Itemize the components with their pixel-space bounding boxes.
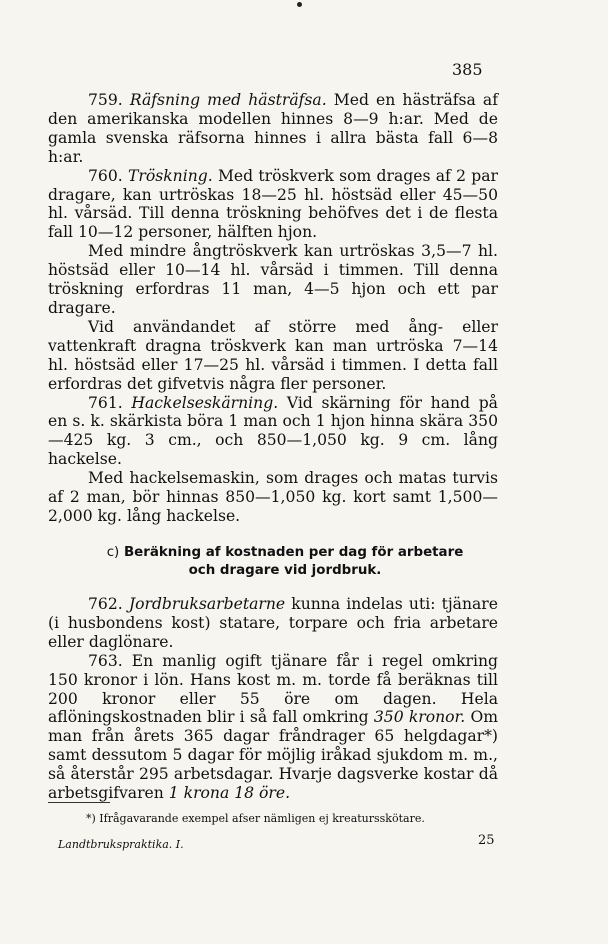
main-text-top bbox=[48, 91, 498, 526]
paragraph-text: Med en hästräfsa af den amerikanska modellen hinnes 8—9 h:ar. Med de gamla svenska räfsorna hinnes i allra bästa fall 6—8 h:ar. bbox=[48, 91, 498, 166]
paragraph-760-c: Vid användandet af större med ång- eller vattenkraft dragna tröskverk kan man urtröska 7—14 hl. höstsäd eller 17—25 hl. vårsäd i timmen. I detta fall erfordras det gifvetvis några fler personer. bbox=[48, 317, 498, 393]
paragraph-761 bbox=[48, 394, 498, 470]
paragraph-text: En manlig ogift tjänare får i regel omkring 150 kronor i lön. Hans kost m. m. torde få beräknas till 200 kronor eller 55 öre om dagen. Hela aflöningskostnaden blir i så fall omkring bbox=[48, 651, 498, 727]
paragraph-text: Med tröskverk som drages af 2 par dragare, kan urtröskas 18—25 hl. höstsäd eller 45—50 hl. vårsäd. Till denna tröskning behöfves det i de flesta fall 10—12 personer, hälften hjon. bbox=[48, 166, 498, 242]
footnote-divider bbox=[48, 802, 110, 803]
paragraph-759 bbox=[48, 91, 498, 167]
section-letter: c) bbox=[106, 545, 120, 560]
paragraph-760 bbox=[48, 167, 498, 243]
paragraph-title: Hackelseskärning. bbox=[131, 393, 279, 412]
paragraph-title: Jordbruksarbetarne bbox=[128, 595, 286, 613]
paragraph-number: 760. bbox=[88, 166, 123, 185]
italic-amount: 350 kronor. bbox=[373, 708, 466, 727]
italic-amount: 1 krona 18 öre. bbox=[168, 784, 291, 803]
ink-dot bbox=[297, 2, 302, 7]
paragraph-760-b: Med mindre ångtröskverk kan urtröskas 3,5—7 hl. höstsäd eller 10—14 hl. vårsäd i timmen. Till denna tröskning erfordras 11 man, 4—5 hjon och ett par dragare. bbox=[48, 242, 498, 317]
page-number: 385 bbox=[452, 60, 483, 79]
paragraph-text: kunna indelas uti: tjänare (i husbondens kost) statare, torpare och fria arbetare eller daglönare. bbox=[48, 595, 498, 651]
paragraph-number: 763. bbox=[88, 651, 123, 670]
footnote: *) Ifrågavarande exempel afser nämligen ej kreatursskötare. bbox=[86, 812, 425, 825]
signature-number: 25 bbox=[478, 833, 495, 848]
paragraph-number: 762. bbox=[88, 595, 123, 613]
section-heading bbox=[90, 544, 480, 580]
paragraph-title: Räfsning med hästräfsa. bbox=[129, 91, 327, 109]
paragraph-title: Tröskning. bbox=[127, 166, 213, 185]
main-text-bottom bbox=[48, 595, 498, 803]
paragraph-number: 759. bbox=[88, 91, 123, 109]
section-title-line-1: Beräkning af kostnaden per dag för arbetare bbox=[123, 545, 464, 560]
paragraph-762 bbox=[48, 595, 498, 652]
paragraph-text: Om man från årets 365 dagar fråndrager 65 helgdagar*) samt dessutom 5 dagar för möjlig iråkad sjukdom m. m., så återstår 295 arbetsdagar. Hvarje dagsverke kostar då arbetsgifvaren bbox=[48, 708, 499, 803]
paragraph-text: Vid skärning för hand på en s. k. skärkista böra 1 man och 1 hjon hinna skära 350—425 kg. 3 cm., och 850—1,050 kg. 9 cm. lång hackelse. bbox=[48, 393, 498, 469]
section-title-line-2: och dragare vid jordbruk. bbox=[188, 563, 382, 578]
paragraph-763 bbox=[48, 652, 498, 803]
paragraph-number: 761. bbox=[88, 393, 123, 412]
book-title-footer: Landtbrukspraktika. I. bbox=[58, 838, 184, 851]
paragraph-761-b: Med hackelsemaskin, som drages och matas turvis af 2 man, bör hinnas 850—1,050 kg. kort samt 1,500—2,000 kg. lång hackelse. bbox=[48, 469, 498, 525]
